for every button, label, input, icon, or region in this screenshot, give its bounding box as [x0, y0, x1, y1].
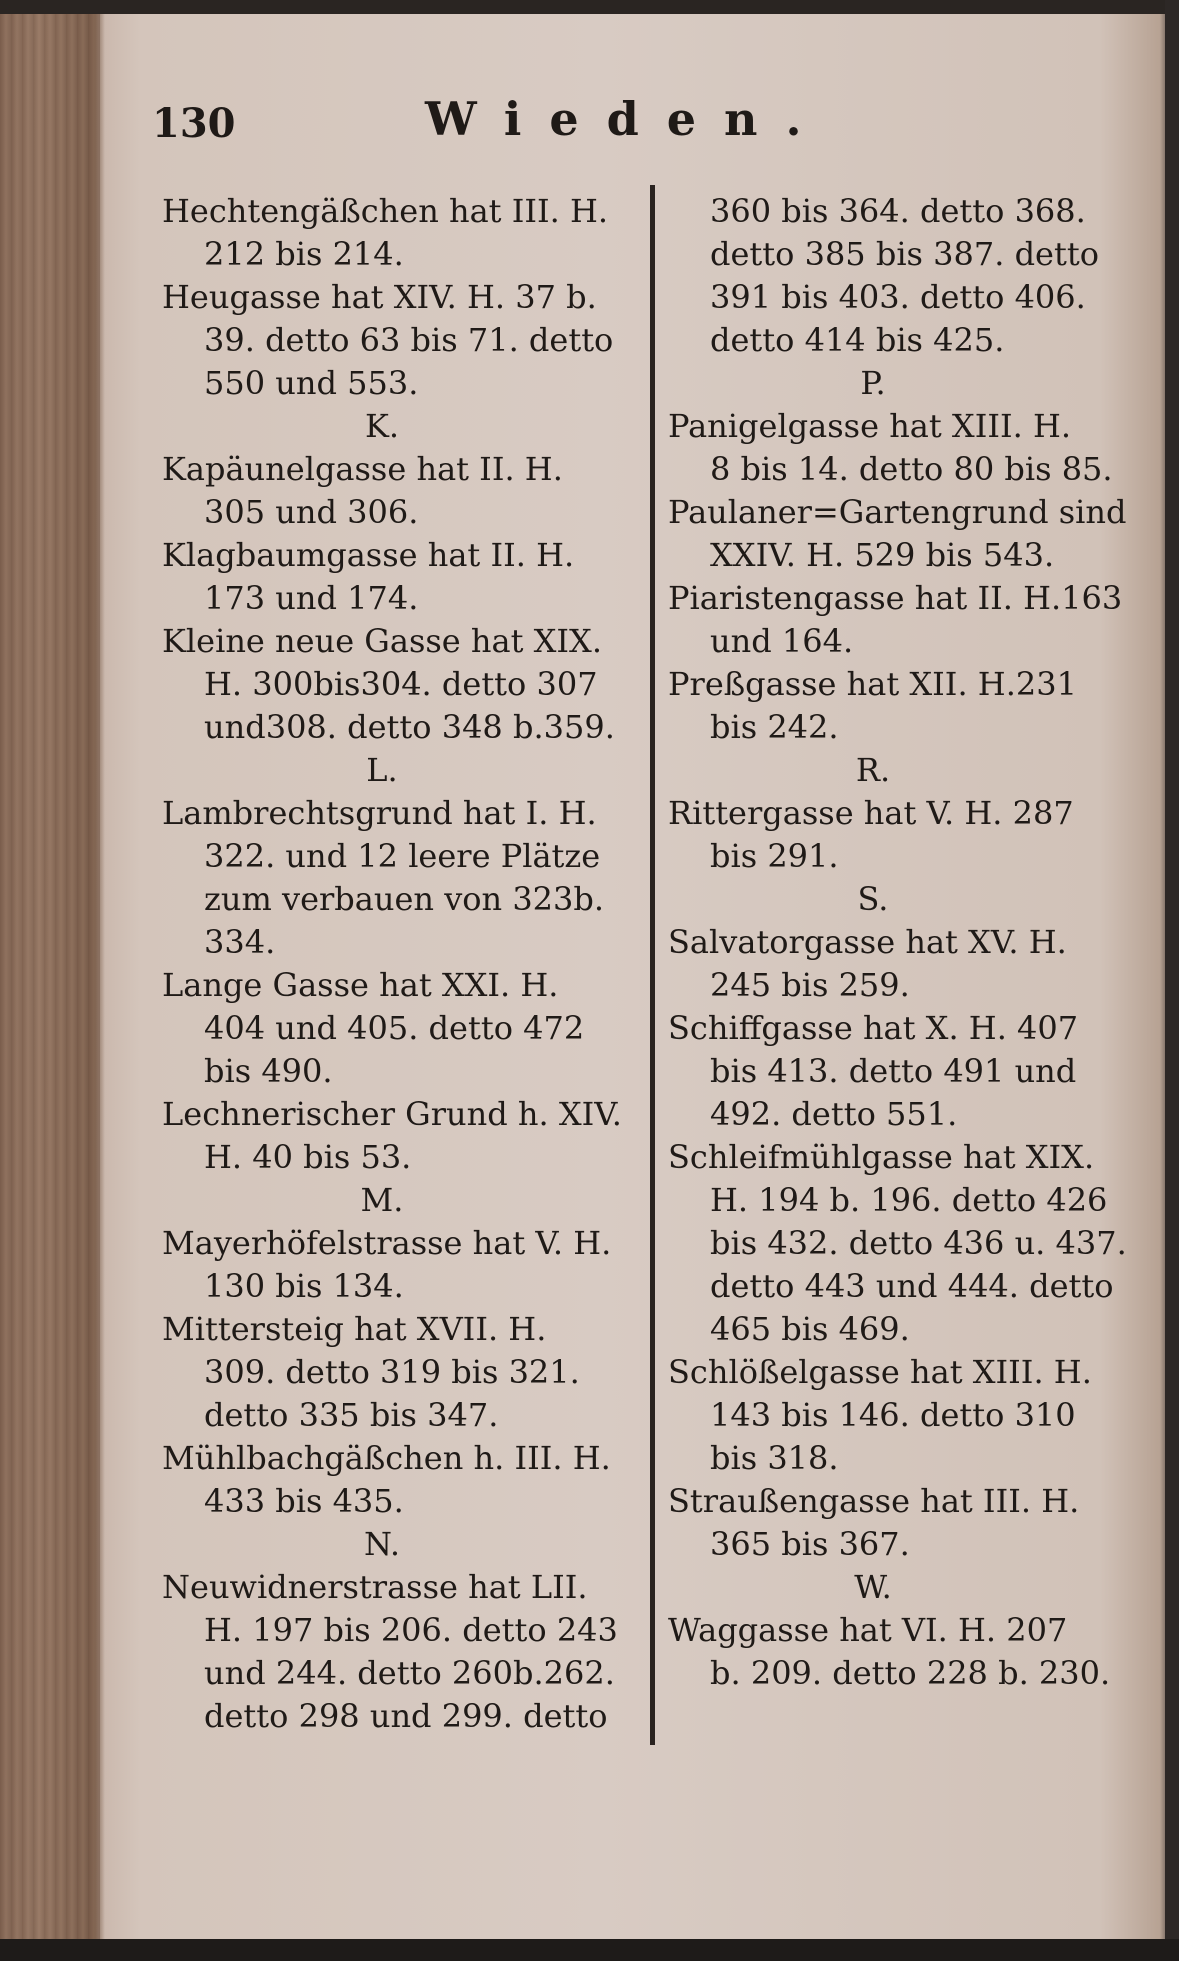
street-entry-line: Schlößelgasse hat XIII. H.: [668, 1353, 1092, 1391]
section-letter: S.: [857, 880, 889, 918]
street-entry-line: Schleifmühlgasse hat XIX.: [668, 1138, 1095, 1176]
top-scan-edge: [0, 0, 1179, 14]
street-entry-line: Heugasse hat XIV. H. 37 b.: [162, 278, 597, 316]
section-letter: L.: [366, 751, 398, 789]
left-column: [162, 190, 642, 1738]
entry-continuation-line: 360 bis 364. detto 368.: [710, 192, 1086, 230]
section-letter: R.: [855, 751, 891, 789]
section-letter: K.: [364, 407, 400, 445]
entry-continuation-line: 305 und 306.: [204, 493, 419, 531]
entry-continuation-line: H. 300bis304. detto 307: [204, 665, 598, 703]
street-entry-line: Mühlbachgäßchen h. III. H.: [162, 1439, 611, 1477]
street-entry-line: Hechtengäßchen hat III. H.: [162, 192, 609, 230]
running-head: Wieden.: [425, 92, 830, 146]
entry-continuation-line: 8 bis 14. detto 80 bis 85.: [710, 450, 1113, 488]
entry-continuation-line: bis 242.: [710, 708, 839, 746]
entry-continuation-line: detto 335 bis 347.: [204, 1396, 499, 1434]
entry-continuation-line: und 164.: [710, 622, 854, 660]
section-letter: M.: [360, 1181, 404, 1219]
entry-continuation-line: H. 40 bis 53.: [204, 1138, 412, 1176]
entry-continuation-line: bis 291.: [710, 837, 839, 875]
entry-continuation-line: 322. und 12 leere Plätze: [204, 837, 601, 875]
entry-continuation-line: detto 443 und 444. detto: [710, 1267, 1114, 1305]
street-entry-line: Waggasse hat VI. H. 207: [668, 1611, 1068, 1649]
street-entry-line: Paulaner=Gartengrund sind: [668, 493, 1127, 531]
entry-continuation-line: 492. detto 551.: [710, 1095, 958, 1133]
page-binding-edge: [0, 0, 100, 1961]
entry-continuation-line: bis 432. detto 436 u. 437.: [710, 1224, 1127, 1262]
street-entry-line: Lambrechtsgrund hat I. H.: [162, 794, 597, 832]
section-letter: N.: [363, 1525, 401, 1563]
entry-continuation-line: 404 und 405. detto 472: [204, 1009, 585, 1047]
section-letter: W.: [854, 1568, 892, 1606]
entry-continuation-line: detto 414 bis 425.: [710, 321, 1005, 359]
street-entry-line: Salvatorgasse hat XV. H.: [668, 923, 1067, 961]
bottom-scan-edge: [0, 1939, 1179, 1961]
entry-continuation-line: 550 und 553.: [204, 364, 419, 402]
entry-continuation-line: 173 und 174.: [204, 579, 419, 617]
entry-continuation-line: 245 bis 259.: [710, 966, 910, 1004]
street-entry-line: Straußengasse hat III. H.: [668, 1482, 1080, 1520]
entry-continuation-line: 465 bis 469.: [710, 1310, 910, 1348]
entry-continuation-line: zum verbauen von 323b.: [204, 880, 605, 918]
entry-continuation-line: 212 bis 214.: [204, 235, 404, 273]
page-number: 130: [152, 100, 236, 147]
street-entry-line: Preßgasse hat XII. H.231: [668, 665, 1077, 703]
right-column: [668, 190, 1138, 1695]
entry-continuation-line: 334.: [204, 923, 276, 961]
street-entry-line: Mittersteig hat XVII. H.: [162, 1310, 547, 1348]
entry-continuation-line: bis 413. detto 491 und: [710, 1052, 1077, 1090]
entry-continuation-line: und 244. detto 260b.262.: [204, 1654, 615, 1692]
column-divider: [650, 185, 655, 1745]
entry-continuation-line: 143 bis 146. detto 310: [710, 1396, 1076, 1434]
street-entry-line: Panigelgasse hat XIII. H.: [668, 407, 1072, 445]
entry-continuation-line: bis 490.: [204, 1052, 333, 1090]
entry-continuation-line: H. 194 b. 196. detto 426: [710, 1181, 1108, 1219]
street-entry-line: Klagbaumgasse hat II. H.: [162, 536, 575, 574]
entry-continuation-line: 130 bis 134.: [204, 1267, 404, 1305]
entry-continuation-line: 433 bis 435.: [204, 1482, 404, 1520]
entry-continuation-line: detto 298 und 299. detto: [204, 1697, 608, 1735]
entry-continuation-line: und308. detto 348 b.359.: [204, 708, 615, 746]
entry-continuation-line: XXIV. H. 529 bis 543.: [710, 536, 1055, 574]
street-entry-line: Lechnerischer Grund h. XIV.: [162, 1095, 622, 1133]
section-letter: P.: [860, 364, 886, 402]
street-entry-line: Kapäunelgasse hat II. H.: [162, 450, 563, 488]
entry-continuation-line: b. 209. detto 228 b. 230.: [710, 1654, 1111, 1692]
entry-continuation-line: H. 197 bis 206. detto 243: [204, 1611, 618, 1649]
street-entry-line: Schiffgasse hat X. H. 407: [668, 1009, 1079, 1047]
street-entry-line: Rittergasse hat V. H. 287: [668, 794, 1074, 832]
street-entry-line: Mayerhöfelstrasse hat V. H.: [162, 1224, 612, 1262]
street-entry-line: Kleine neue Gasse hat XIX.: [162, 622, 602, 660]
entry-continuation-line: detto 385 bis 387. detto: [710, 235, 1099, 273]
street-entry-line: Lange Gasse hat XXI. H.: [162, 966, 559, 1004]
entry-continuation-line: 365 bis 367.: [710, 1525, 910, 1563]
entry-continuation-line: 309. detto 319 bis 321.: [204, 1353, 580, 1391]
right-scan-edge: [1165, 0, 1179, 1961]
street-entry-line: Neuwidnerstrasse hat LII.: [162, 1568, 588, 1606]
entry-continuation-line: 39. detto 63 bis 71. detto: [204, 321, 614, 359]
street-entry-line: Piaristengasse hat II. H.163: [668, 579, 1123, 617]
entry-continuation-line: 391 bis 403. detto 406.: [710, 278, 1086, 316]
entry-continuation-line: bis 318.: [710, 1439, 839, 1477]
